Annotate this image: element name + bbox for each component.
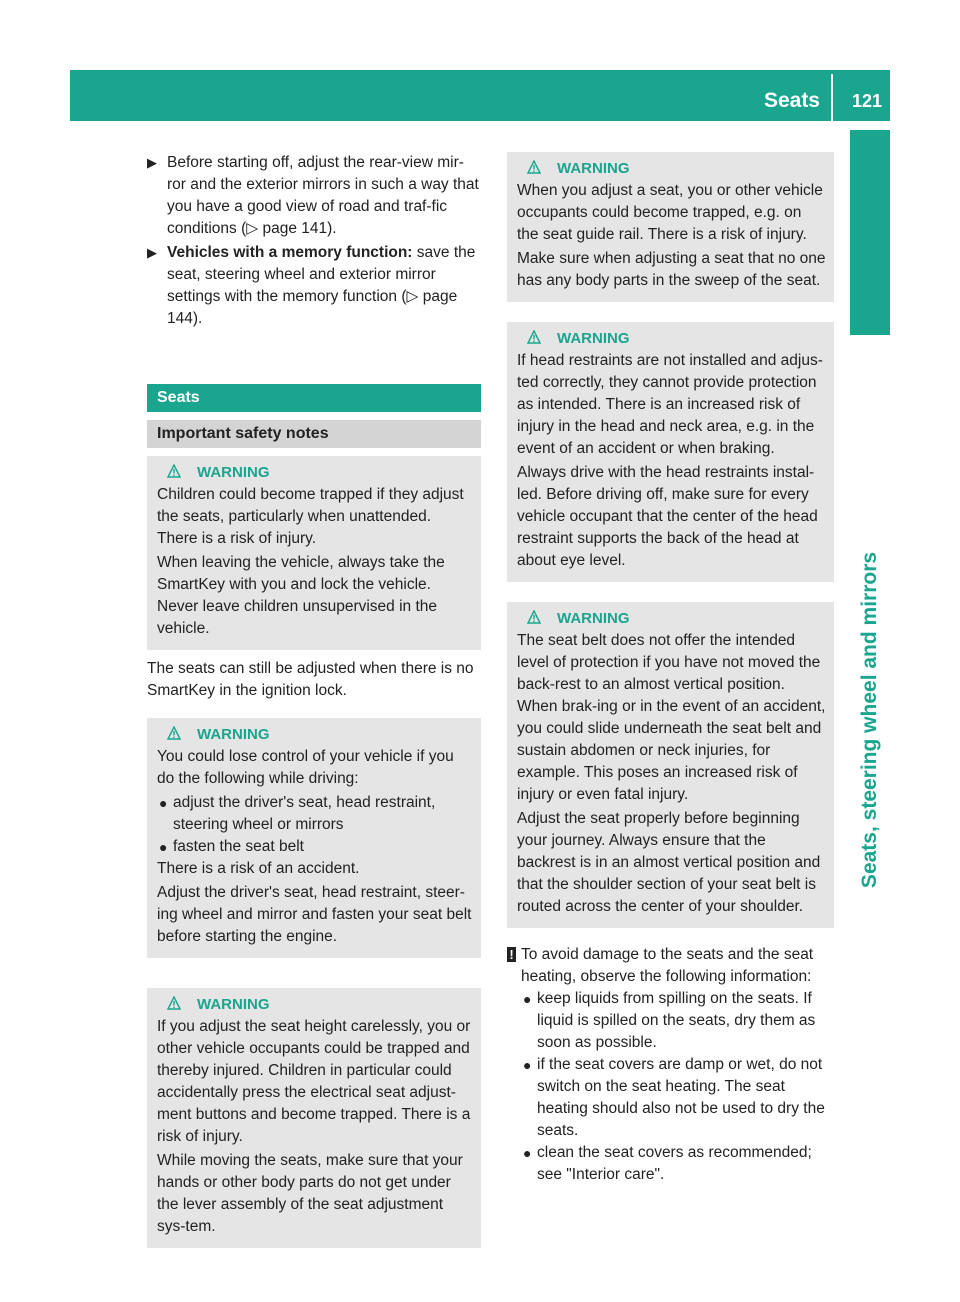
warning-text: There is a risk of an accident. (157, 860, 360, 877)
body-text: The seats can still be adjusted when there is no SmartKey in the ignition lock. (147, 660, 474, 699)
warning-text: While moving the seats, make sure that your hands or other body parts do not get under the lever assembly of the seat adjustment sys-tem. (157, 1152, 463, 1235)
warning-triangle-icon (167, 464, 181, 478)
warning-box (147, 718, 481, 958)
arrow-right-icon: ▶ (147, 155, 157, 170)
warning-heading: WARNING (157, 724, 473, 746)
warning-text: If head restraints are not installed and adjus-ted correctly, they cannot provide protection as intended. There is an increased risk of injury in the head and neck area, e.g. in the event of an accident or when braking. (517, 352, 823, 457)
warning-text: When you adjust a seat, you or other vehicle occupants could become trapped, e.g. on the seat guide rail. There is a risk of injury. (517, 182, 823, 243)
exclamation-icon: ! (507, 947, 516, 962)
warning-text: Make sure when adjusting a seat that no one has any body parts in the sweep of the seat. (517, 250, 826, 289)
notice-block (507, 944, 834, 988)
warning-triangle-icon (527, 160, 541, 174)
notice-text: To avoid damage to the seats and the seat heating, observe the following information: (521, 946, 814, 985)
warning-text: Adjust the seat properly before beginning your journey. Always ensure that the backrest is in an almost vertical position and that the shoulder section of your seat belt is routed across the center of your shoulder. (517, 810, 821, 915)
bullet-icon: ● (523, 991, 532, 1007)
list-item: ● if the seat covers are damp or wet, do not switch on the seat heating. The seat heating should also not be used to dry the seats. (523, 1056, 825, 1139)
bullet-icon: ● (523, 1145, 532, 1161)
chapter-label: Seats, steering wheel and mirrors (858, 551, 881, 889)
warning-heading: WARNING (517, 158, 826, 180)
warning-box (147, 456, 481, 650)
warning-box (507, 602, 834, 928)
step-bold-label: Vehicles with a memory function: (167, 244, 413, 261)
header-divider (831, 74, 833, 121)
instruction-step (147, 152, 481, 240)
list-item: ● keep liquids from spilling on the seats. If liquid is spilled on the seats, dry them as soon as possible. (523, 990, 816, 1051)
list-item: ● clean the seat covers as recommended; see "Interior care". (523, 1144, 812, 1183)
warning-heading: WARNING (157, 994, 473, 1016)
section-heading: Seats (147, 384, 481, 412)
warning-triangle-icon (527, 610, 541, 624)
warning-heading: WARNING (517, 328, 826, 350)
warning-triangle-icon (167, 726, 181, 740)
left-column (147, 152, 481, 1248)
warning-text: Children could become trapped if they adjust the seats, particularly when unattended. There is a risk of injury. (157, 486, 464, 547)
right-column (507, 152, 834, 1186)
warning-text: Adjust the driver's seat, head restraint, steer-ing wheel and mirror and fasten your seat belt before starting the engine. (157, 884, 472, 945)
header-bar (70, 70, 890, 121)
page-number: 121 (851, 91, 882, 111)
warning-text: Always drive with the head restraints instal-led. Before driving off, make sure for every vehicle occupant that the center of the head restraint supports the back of the head at about eye level. (517, 464, 818, 569)
bullet-icon: ● (159, 839, 168, 855)
page-title: Seats (763, 89, 820, 112)
warning-heading: WARNING (157, 462, 473, 484)
warning-text: You could lose control of your vehicle if you do the following while driving: (157, 748, 454, 787)
list-item: ● adjust the driver's seat, head restraint, steering wheel or mirrors (159, 794, 436, 833)
chapter-tab (850, 130, 890, 335)
warning-text: When leaving the vehicle, always take the SmartKey with you and lock the vehicle. Never leave children unsupervised in the vehicle. (157, 554, 445, 637)
subsection-heading: Important safety notes (147, 420, 481, 448)
arrow-right-icon: ▶ (147, 245, 157, 260)
step-text: save the seat, steering wheel and exterior mirror settings with the memory function (▷ page 144). (167, 244, 476, 327)
bullet-icon: ● (523, 1057, 532, 1073)
warning-text: The seat belt does not offer the intended level of protection if you have not moved the back-rest to an almost vertical position. When brak-ing or in the event of an accident, you could slide underneath the seat belt and sustain abdomen or neck injuries, for example. This poses an increased risk of injury or even fatal injury. (517, 632, 826, 803)
warning-triangle-icon (167, 996, 181, 1010)
list-item: ● fasten the seat belt (157, 836, 473, 858)
bullet-icon: ● (159, 795, 168, 811)
warning-text: If you adjust the seat height carelessly, you or other vehicle occupants could be trapped and thereby injured. Children in particular could accidentally press the electrical seat adjust-ment buttons and become trapped. There is a risk of injury. (157, 1018, 471, 1145)
warning-box (507, 152, 834, 302)
warning-heading: WARNING (517, 608, 826, 630)
step-text: Before starting off, adjust the rear-view mir-ror and the exterior mirrors in such a way that you have a good view of road and traf-fic conditions (▷ page 141). (167, 154, 479, 237)
warning-box (507, 322, 834, 582)
instruction-step (147, 242, 481, 330)
warning-triangle-icon (527, 330, 541, 344)
warning-box (147, 988, 481, 1248)
